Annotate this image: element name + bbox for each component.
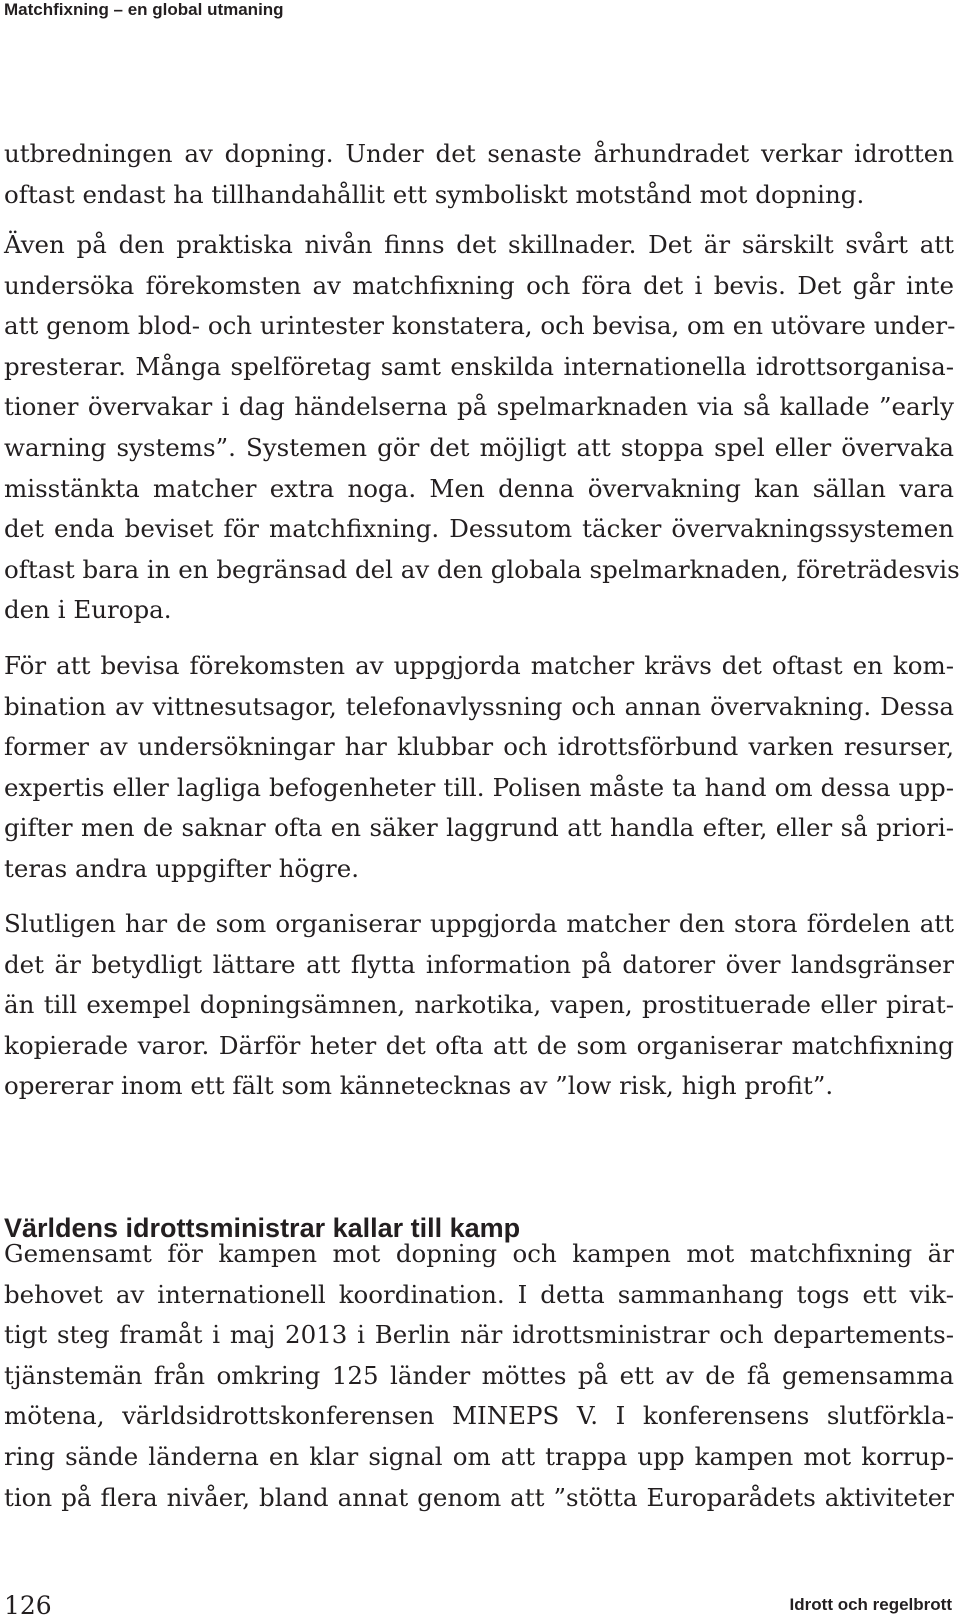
text-line: undersöka förekomsten av matchfixning och föra det i bevis. Det går inte — [4, 270, 954, 300]
paragraph — [4, 646, 954, 890]
text-line: ring sände länderna en klar signal om att trappa upp kampen mot korrup- — [4, 1441, 954, 1471]
text-line: tion på flera nivåer, bland annat genom att ”stötta Europarådets aktiviteter — [4, 1482, 954, 1512]
text-line: former av undersökningar har klubbar och idrottsförbund varken resurser, — [4, 732, 954, 762]
paragraph — [4, 225, 960, 631]
paragraph — [4, 1234, 954, 1518]
text-line: warning systems”. Systemen gör det möjligt att stoppa spel eller övervaka — [4, 432, 954, 462]
running-header: Matchfixning – en global utmaning — [4, 0, 284, 19]
text-line: Gemensamt för kampen mot dopning och kampen mot matchfixning är — [4, 1239, 954, 1268]
text-line: teras andra uppgifter högre. — [4, 853, 359, 883]
text-line: mötena, världsidrottskonferensen MINEPS V. I konferensens slutförkla- — [4, 1401, 954, 1431]
running-footer: Idrott och regelbrott — [789, 1595, 952, 1614]
text-line: kopierade varor. Därför heter det ofta att de som organiserar matchfixning — [4, 1030, 954, 1060]
text-line: det är betydligt lättare att flytta information på datorer över landsgränser — [4, 949, 954, 979]
text-line: tigt steg framåt i maj 2013 i Berlin när idrottsministrar och departements- — [4, 1320, 954, 1350]
text-line: För att bevisa förekomsten av uppgjorda matcher krävs det oftast en kom- — [4, 651, 954, 680]
text-line: den i Europa. — [4, 595, 172, 625]
text-line: utbredningen av dopning. Under det senaste århundradet verkar idrotten — [4, 139, 954, 168]
section-heading: Världens idrottsministrar kallar till kamp — [4, 1213, 521, 1243]
text-line: oftast bara in en begränsad del av den globala spelmarknaden, företrädesvis — [4, 554, 960, 584]
text-line: tjänstemän från omkring 125 länder möttes på ett av de få gemensamma — [4, 1360, 954, 1390]
text-line: misstänkta matcher extra noga. Men denna övervakning kan sällan vara — [4, 473, 954, 503]
text-line: expertis eller lagliga befogenheter till. Polisen måste ta hand om dessa upp- — [4, 772, 954, 802]
text-line: bination av vittnesutsagor, telefonavlyssning och annan övervakning. Dessa — [4, 691, 954, 721]
text-line: det enda beviset för matchfixning. Dessutom täcker övervakningssystemen — [4, 514, 954, 544]
text-line: opererar inom ett fält som kännetecknas av ”low risk, high profit”. — [4, 1071, 834, 1101]
text-line: än till exempel dopningsämnen, narkotika, vapen, prostituerade eller pirat- — [4, 990, 954, 1020]
text-line: att genom blod- och urintester konstatera, och bevisa, om en utövare under- — [4, 311, 956, 341]
text-line: presterar. Många spelföretag samt enskilda internationella idrottsorganisa- — [4, 351, 954, 381]
text-line: Även på den praktiska nivån finns det skillnader. Det är särskilt svårt att — [4, 230, 954, 259]
paragraph — [4, 134, 954, 215]
text-line: Slutligen har de som organiserar uppgjorda matcher den stora fördelen att — [4, 909, 954, 938]
page-number: 126 — [4, 1591, 52, 1620]
paragraph — [4, 904, 954, 1107]
text-line: gifter men de saknar ofta en säker laggrund att handla efter, eller så priori- — [4, 813, 954, 843]
text-line: tioner övervakar i dag händelserna på spelmarknaden via så kallade ”early — [4, 392, 954, 422]
text-line: oftast endast ha tillhandahållit ett symboliskt motstånd mot dopning. — [4, 179, 865, 209]
text-line: behovet av internationell koordination. I detta sammanhang togs ett vik- — [4, 1279, 954, 1309]
